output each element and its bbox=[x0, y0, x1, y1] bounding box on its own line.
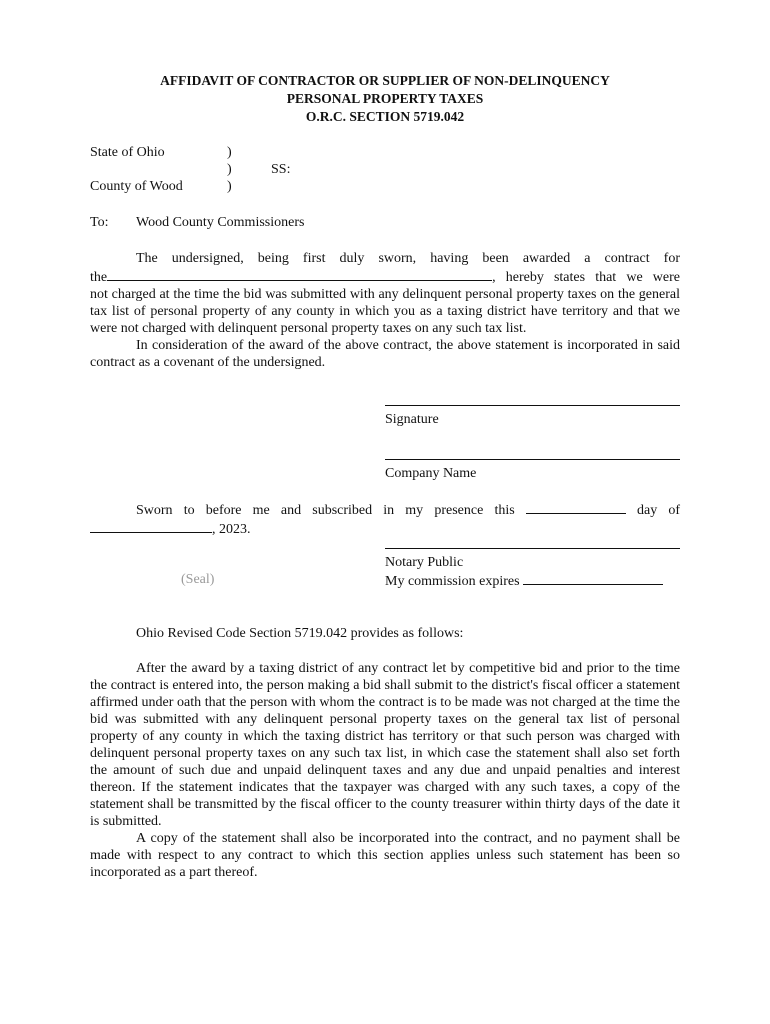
company-name-label: Company Name bbox=[385, 466, 477, 481]
venue-paren-2: ) bbox=[227, 162, 232, 177]
commission-row bbox=[385, 571, 663, 590]
sworn-paragraph bbox=[90, 500, 680, 538]
venue-paren-1: ) bbox=[227, 145, 232, 160]
venue-paren-3: ) bbox=[227, 179, 232, 194]
signature-label: Signature bbox=[385, 412, 439, 427]
statement-rest: not charged at the time the bid was submitted with any delinquent personal property taxes on the general tax list of personal property of any county in which you as a taxing district have territory and that we were not charged with delinquent personal property taxes on any such tax list. bbox=[90, 287, 680, 336]
to-recipient: Wood County Commissioners bbox=[136, 215, 305, 230]
notary-label: Notary Public bbox=[385, 555, 464, 570]
commission-blank[interactable] bbox=[523, 571, 663, 585]
day-blank[interactable] bbox=[526, 500, 626, 514]
sworn-day-of: day of bbox=[636, 503, 681, 518]
statement-line-1: The undersigned, being first duly sworn, having been awarded a contract for bbox=[136, 251, 680, 266]
title-line-2: PERSONAL PROPERTY TAXES bbox=[286, 91, 484, 106]
statute-para-2: A copy of the statement shall also be incorporated into the contract, and no payment shall be made with respect to any contract to which this section applies unless such statement has been so incorporated as a part thereof. bbox=[90, 831, 680, 880]
sworn-line-2 bbox=[90, 519, 680, 538]
document-title bbox=[0, 72, 770, 126]
signature-line[interactable] bbox=[385, 405, 680, 406]
sworn-year: , 2023. bbox=[212, 522, 251, 537]
commission-label: My commission expires bbox=[385, 574, 520, 589]
contract-blank[interactable] bbox=[107, 267, 492, 281]
statement-line-2 bbox=[90, 267, 680, 286]
seal-label: (Seal) bbox=[181, 572, 215, 587]
to-label: To: bbox=[90, 215, 109, 230]
venue-county: County of Wood bbox=[90, 179, 183, 194]
title-line-3: O.R.C. SECTION 5719.042 bbox=[305, 109, 465, 124]
month-blank[interactable] bbox=[90, 519, 212, 533]
consideration-text: In consideration of the award of the above contract, the above statement is incorporated in said contract as a covenant of the undersigned. bbox=[90, 338, 680, 370]
statement-paragraph bbox=[90, 250, 680, 371]
statute-para-1: After the award by a taxing district of any contract let by competitive bid and prior to the time the contract is entered into, the person making a bid shall submit to the district's fiscal officer a statement affirmed under oath that the person with whom the contract is to be made was not charged at the time the bid was submitted with any delinquent personal property taxes on the general tax list of personal property of any county in which the taxing district has territory or that such person was charged with delinquent personal property taxes on any such tax list, in which case the statement shall also set forth the amount of such due and unpaid delinquent taxes and any due and unpaid penalties and interest thereon. If the statement indicates that the taxpayer was charged with any such taxes, a copy of the statement shall be transmitted by the fiscal officer to the county treasurer within thirty days of the date it is submitted. bbox=[90, 661, 680, 829]
company-name-line[interactable] bbox=[385, 459, 680, 460]
notary-line[interactable] bbox=[385, 548, 680, 549]
statement-after-blank: , hereby states that we were bbox=[492, 270, 680, 285]
statement-the: the bbox=[90, 270, 108, 285]
statute-intro: Ohio Revised Code Section 5719.042 provides as follows: bbox=[136, 626, 464, 641]
statute-paragraphs bbox=[90, 660, 680, 881]
title-line-1: AFFIDAVIT OF CONTRACTOR OR SUPPLIER OF NON-DELINQUENCY bbox=[160, 73, 610, 88]
sworn-text: Sworn to before me and subscribed in my presence this bbox=[136, 503, 515, 518]
venue-ss: SS: bbox=[271, 162, 291, 177]
venue-state: State of Ohio bbox=[90, 145, 165, 160]
sworn-line-1 bbox=[90, 500, 680, 519]
